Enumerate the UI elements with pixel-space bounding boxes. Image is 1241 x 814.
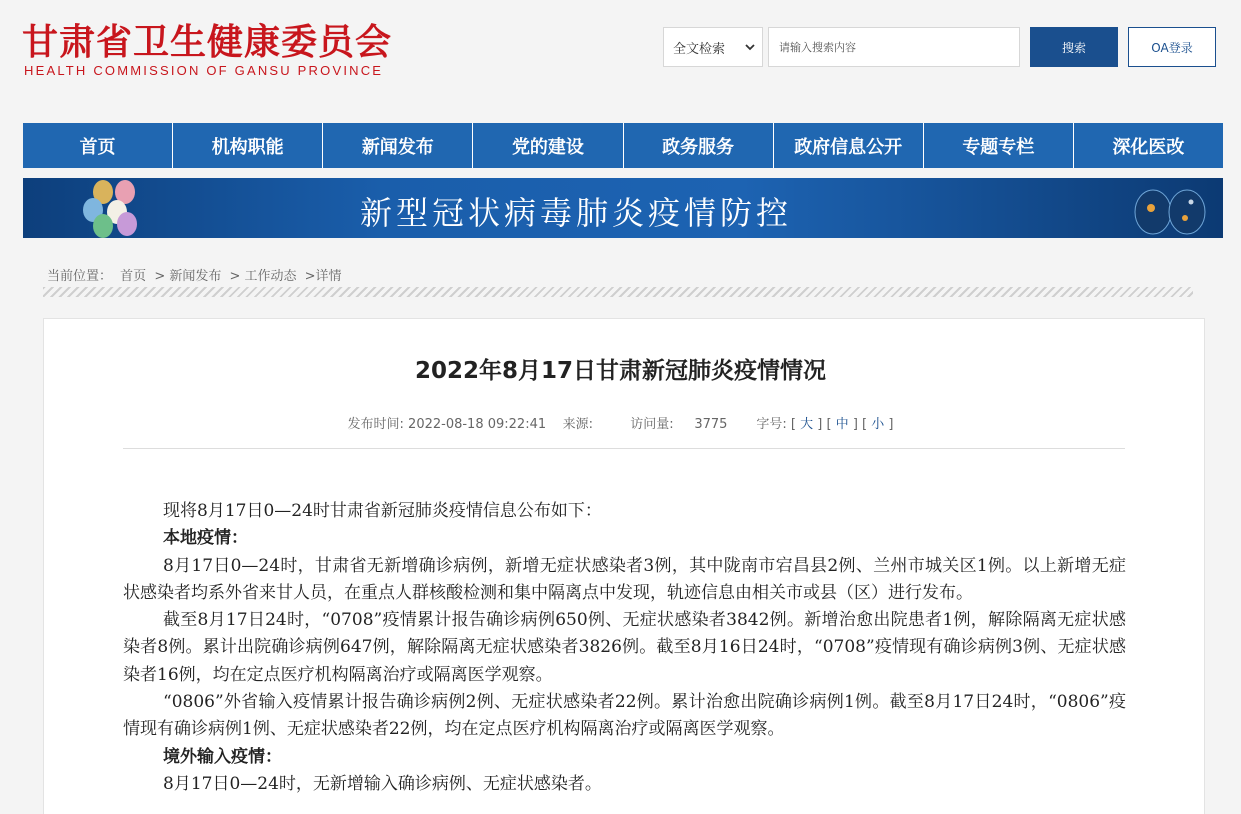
nav-item-reform[interactable]: 深化医改 [1112,136,1185,158]
article-paragraph: 8月17日0—24时，甘肃省无新增确诊病例，新增无症状感染者3例，其中陇南市宕昌县2例、兰州市城关区1例。以上新增无症状感染者均系外省来甘人员，在重点人群核酸检测和集中隔离点中发现，轨迹信息由相关市或县（区）进行发布。 [123,555,1126,603]
breadcrumb-home[interactable]: 首页 [120,269,147,284]
article-subheading: 本地疫情： [163,528,248,549]
breadcrumb-label: 当前位置： [47,269,113,284]
article-paragraph: 截至8月17日24时，“0708”疫情累计报告确诊病例650例、无症状感染者3842例。新增治愈出院患者1例，解除隔离无症状感染者8例。累计出院确诊病例647例，解除隔离无症状感染者3826例。截至8月16日24时，“0708”疫情现有确诊病例3例、无症状感染者16例，均在定点医疗机构隔离治疗或隔离医学观察。 [123,610,1126,685]
font-bracket: ] [ [852,417,868,432]
covid-banner[interactable] [23,178,1223,238]
nav-item-home[interactable]: 首页 [23,123,173,168]
nav-item-party[interactable]: 党的建设 [473,123,623,168]
article-meta [0,413,1241,432]
main-nav [23,123,1223,168]
views-label: 访问量: [630,417,674,432]
search-button[interactable]: 搜索 [1030,27,1118,67]
article-body [123,498,1126,798]
article-title: 2022年8月17日甘肃新冠肺炎疫情情况 [414,358,827,384]
font-bracket: ] [ [817,417,832,432]
publish-time: 2022-08-18 09:22:41 [408,417,547,432]
search-scope-value: 全文检索 [673,41,726,57]
search-input[interactable] [768,27,1020,67]
chevron-down-icon [745,43,755,51]
nav-item-news[interactable]: 新闻发布 [323,123,473,168]
font-large-button[interactable]: 大 [800,417,814,432]
oa-login-button[interactable]: OA登录 [1128,27,1216,67]
publish-label: 发布时间: [347,417,404,432]
lungs-icon [1125,180,1215,236]
breadcrumb-news[interactable]: > 新闻发布 [154,269,222,284]
nav-item-functions[interactable]: 机构职能 [173,123,323,168]
article-paragraph: 8月17日0—24时，无新增输入确诊病例、无症状感染者。 [163,773,602,794]
font-bracket: [ [790,417,796,432]
nav-item-topics[interactable]: 专题专栏 [924,123,1074,168]
source-label: 来源: [562,417,594,432]
nav-item-disclosure[interactable]: 政府信息公开 [774,123,924,168]
font-small-button[interactable]: 小 [871,417,885,432]
font-size-label: 字号: [756,417,787,432]
views-count: 3775 [694,417,728,432]
banner-title: 新型冠状病毒肺炎疫情防控 [360,194,793,232]
search-scope-select[interactable] [663,27,763,67]
meta-divider [123,448,1125,449]
breadcrumb-divider [43,287,1193,297]
article-paragraph: “0806”外省输入疫情累计报告确诊病例2例、无症状感染者22例。累计治愈出院确诊病例1例。截至8月17日24时，“0806”疫情现有确诊病例1例、无症状感染者22例，均在定点医疗机构隔离治疗或隔离医学观察。 [123,692,1126,740]
font-bracket: ] [888,417,894,432]
site-logo-title[interactable]: 甘肃省卫生健康委员会 [22,22,393,63]
breadcrumb [47,265,346,284]
site-logo-subtitle: HEALTH COMMISSION OF GANSU PROVINCE [24,63,384,78]
breadcrumb-detail: >详情 [304,269,342,284]
search-placeholder: 请输入搜索内容 [779,41,856,54]
article-subheading: 境外输入疫情： [163,746,282,767]
breadcrumb-work[interactable]: > 工作动态 [229,269,297,284]
font-medium-button[interactable]: 中 [835,417,849,432]
article-paragraph: 现将8月17日0—24时甘肃省新冠肺炎疫情信息公布如下： [163,501,602,521]
nav-item-services[interactable]: 政务服务 [624,123,774,168]
site-header [0,0,1241,100]
